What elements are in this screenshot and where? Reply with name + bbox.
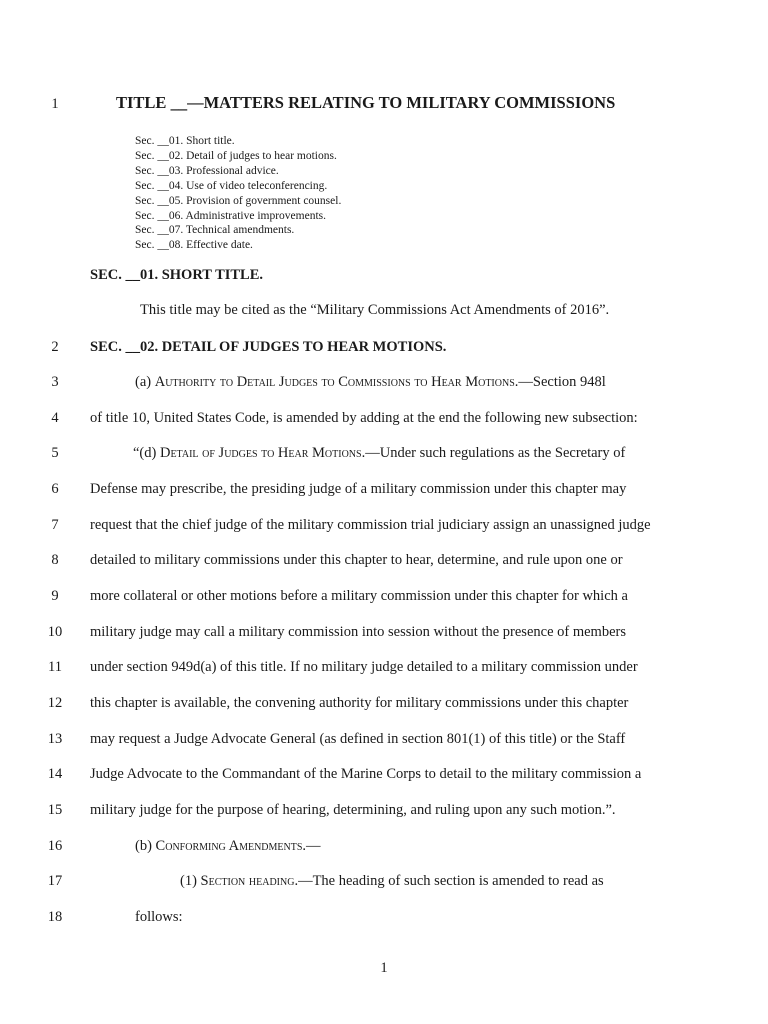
line-number: 8 [51, 552, 59, 568]
line-number: 16 [47, 838, 63, 854]
line-number: 2 [51, 339, 59, 355]
toc-item: Sec. __03. Professional advice. [135, 164, 279, 177]
line-number: 4 [51, 410, 59, 426]
line-number: 15 [47, 802, 63, 818]
body-line: detailed to military commissions under this chapter to hear, determine, and rule upon one or [90, 552, 623, 568]
paragraph-b1-caption: Section heading [200, 873, 295, 889]
body-line: military judge for the purpose of hearing, determining, and ruling upon any such motion.”. [90, 802, 616, 818]
line-number: 12 [47, 695, 63, 711]
body-line: more collateral or other motions before a military commission under this chapter for which a [90, 588, 628, 604]
body-line: follows: [135, 909, 183, 925]
paragraph-b-caption: Conforming Amendments [155, 838, 303, 854]
toc-item: Sec. __04. Use of video teleconferencing. [135, 179, 328, 192]
line-number: 3 [51, 374, 59, 390]
toc-item: Sec. __05. Provision of government counsel. [135, 194, 342, 207]
line-number: 1 [51, 96, 59, 112]
line-number: 6 [51, 481, 59, 497]
document-title: TITLE __—MATTERS RELATING TO MILITARY COMMISSIONS [116, 93, 616, 112]
line-number: 13 [47, 731, 63, 747]
body-line: Defense may prescribe, the presiding judge of a military commission under this chapter may [90, 481, 627, 497]
toc-item: Sec. __02. Detail of judges to hear motions. [135, 149, 337, 162]
section-heading-short-title: SEC. __01. SHORT TITLE. [90, 267, 264, 283]
body-line: request that the chief judge of the military commission trial judiciary assign an unassigned judge [90, 517, 651, 533]
paragraph-a-prefix: (a) [135, 374, 155, 390]
toc-item: Sec. __06. Administrative improvements. [135, 209, 327, 222]
subsection-d [133, 445, 625, 462]
paragraph-b1 [180, 873, 604, 890]
page-number: 1 [380, 960, 388, 976]
paragraph-a-caption: Authority to Detail Judges to Commissions to Hear Motions [154, 374, 515, 390]
line-number: 14 [47, 766, 63, 782]
line-number: 5 [51, 445, 59, 461]
paragraph-a-suffix: .—Section 948l [514, 374, 606, 390]
subsection-d-suffix: .—Under such regulations as the Secretary of [361, 445, 626, 461]
line-number: 18 [47, 909, 63, 925]
body-line: this chapter is available, the convening authority for military commissions under this chapter [90, 695, 629, 711]
body-line: of title 10, United States Code, is amended by adding at the end the following new subsection: [90, 410, 638, 426]
paragraph-b-prefix: (b) [135, 838, 156, 854]
paragraph-b [135, 838, 321, 855]
paragraph-b-suffix: .— [302, 838, 321, 854]
body-line: Judge Advocate to the Commandant of the Marine Corps to detail to the military commission a [90, 766, 642, 782]
body-line: under section 949d(a) of this title. If no military judge detailed to a military commission under [90, 659, 638, 675]
line-number: 9 [51, 588, 59, 604]
line-number: 17 [47, 873, 63, 889]
line-number: 11 [48, 659, 62, 675]
paragraph-a [135, 374, 606, 391]
toc-item: Sec. __01. Short title. [135, 135, 235, 147]
subsection-d-caption: Detail of Judges to Hear Motions [159, 445, 362, 461]
body-line: military judge may call a military commission into session without the presence of members [90, 624, 626, 640]
line-number: 7 [51, 517, 59, 533]
body-line: may request a Judge Advocate General (as defined in section 801(1) of this title) or the Staff [90, 731, 626, 747]
section-heading-detail-of-judges: SEC. __02. DETAIL OF JUDGES TO HEAR MOTIONS. [90, 339, 447, 355]
toc-item: Sec. __08. Effective date. [135, 239, 253, 252]
short-title-text: This title may be cited as the “Military Commissions Act Amendments of 2016”. [140, 302, 610, 318]
subsection-d-prefix: “(d) [133, 445, 160, 461]
table-of-contents [135, 134, 341, 253]
paragraph-b1-suffix: .—The heading of such section is amended to read as [294, 873, 604, 889]
line-number: 10 [47, 624, 63, 640]
paragraph-b1-prefix: (1) [180, 873, 201, 889]
toc-item: Sec. __07. Technical amendments. [135, 224, 295, 237]
